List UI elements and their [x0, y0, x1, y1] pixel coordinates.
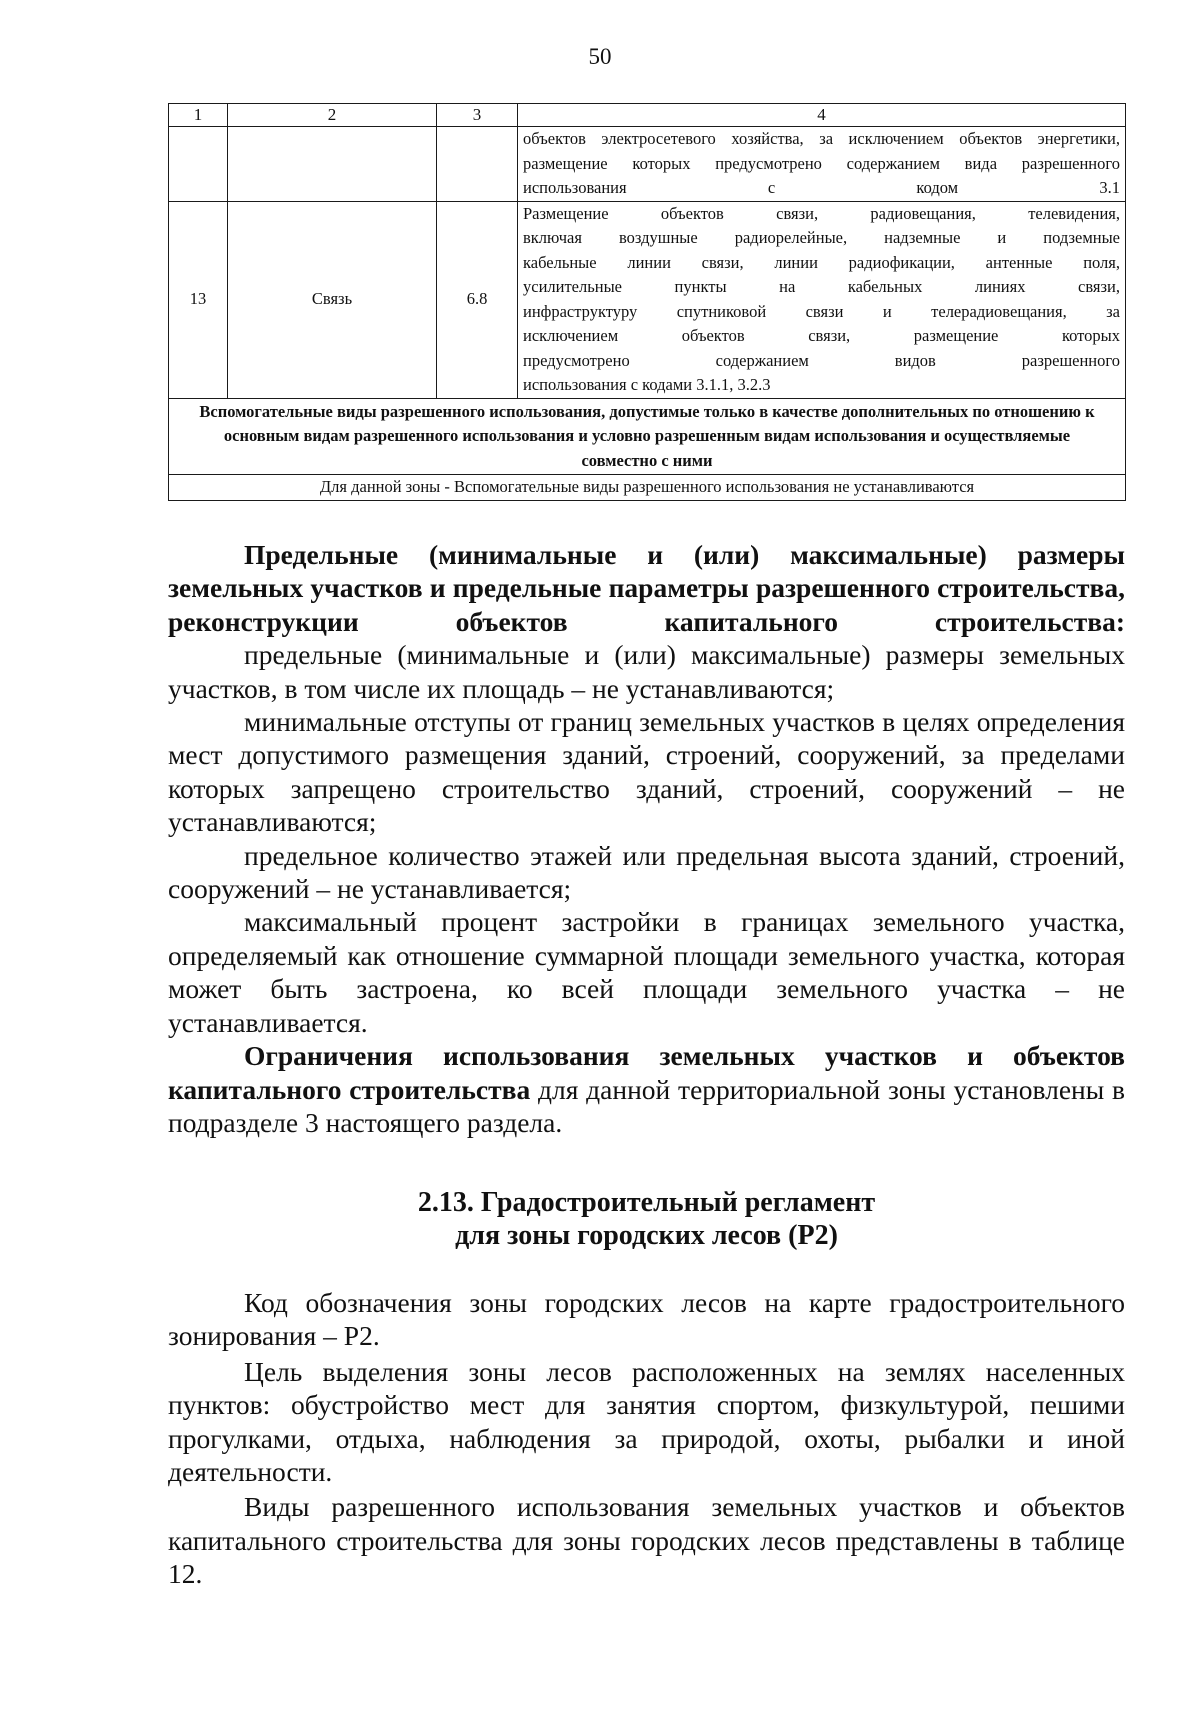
row-13-desc-line: исключением объектов связи, размещение которых [523, 326, 1120, 345]
aux-uses-title-row [169, 398, 1126, 475]
aux-uses-title: Вспомогательные виды разрешенного использования, допустимые только в качестве дополнительных по отношению к основным видам разрешенного использования и условно разрешенным видам использования и осуществляемые совместно с ними [169, 398, 1126, 475]
section-body [168, 1286, 1125, 1591]
section-title-line-1: 2.13. Градостроительный регламент [417, 1187, 876, 1218]
limits-heading: Предельные (минимальные и (или) максимальные) размеры земельных участков и предельные параметры разрешенного строительства, реконструкции объектов капитального строительства: [168, 539, 1125, 637]
row-13-desc-line: кабельные линии связи, линии радиофикации, антенные поля, [523, 252, 1120, 272]
row-13-code: 6.8 [437, 201, 518, 398]
table-row-continuation [169, 127, 1126, 202]
section-title-line-2: для зоны городских лесов (Р2) [455, 1220, 838, 1251]
page-number: 50 [588, 44, 612, 69]
row-cont-num [169, 127, 228, 202]
aux-uses-note: Для данной зоны - Вспомогательные виды разрешенного использования не устанавливаются [169, 475, 1126, 501]
limits-item: предельные (минимальные и (или) максимальные) размеры земельных участков, в том числе их площадь – не устанавливаются; [168, 639, 1125, 704]
row-13-desc-line: Размещение объектов связи, радиовещания, телевидения, [523, 203, 1120, 223]
row-13-desc-line: инфраструктуру спутниковой связи и телерадиовещания, за [523, 301, 1120, 321]
aux-uses-note-row [169, 475, 1126, 501]
row-cont-description: объектов электросетевого хозяйства, за исключением объектов энергетики, размещение которых предусмотрено содержанием вида разрешенного использования с кодом 3.1 [518, 127, 1126, 202]
limits-section [168, 538, 1125, 1139]
header-cell-2: 2 [228, 104, 437, 127]
section-title-block [168, 1186, 1125, 1252]
row-13-desc-line: усилительные пункты на кабельных линиях связи, [523, 277, 1120, 296]
restrictions-paragraph [168, 1039, 1125, 1139]
row-13-description [518, 201, 1126, 398]
row-13-desc-line: предусмотрено содержанием видов разрешенного [523, 350, 1120, 370]
section-paragraph: Код обозначения зоны городских лесов на карте градостроительного зонирования – Р2. [168, 1287, 1125, 1352]
row-cont-code [437, 127, 518, 202]
row-cont-name [228, 127, 437, 202]
limits-item: предельное количество этажей или предельная высота зданий, строений, сооружений – не устанавливается; [168, 839, 1125, 905]
header-cell-4: 4 [518, 104, 1126, 127]
row-13-desc-line: включая воздушные радиорелейные, надземные и подземные [523, 228, 1120, 247]
header-cell-3: 3 [437, 104, 518, 127]
header-cell-1: 1 [169, 104, 228, 127]
restrictions-rest: для данной территориальной зоны установлены в подразделе 3 настоящего раздела. [168, 1073, 1125, 1138]
row-13-num: 13 [169, 201, 228, 398]
row-13-desc-line: использования с кодами 3.1.1, 3.2.3 [523, 375, 771, 394]
permitted-use-table [168, 103, 1126, 501]
table-row-13 [169, 201, 1126, 398]
row-13-name: Связь [228, 201, 437, 398]
restrictions-bold: Ограничения использования земельных участков и объектов капитального строительства [168, 1040, 1125, 1105]
section-paragraph: Виды разрешенного использования земельных участков и объектов капитального строительства для зоны городских лесов представлены в таблице 12. [168, 1491, 1125, 1590]
table-header-row [169, 104, 1126, 127]
limits-item: минимальные отступы от границ земельных участков в целях определения мест допустимого размещения зданий, строений, сооружений, за пределами которых запрещено строительство зданий, строений, сооружений – не устанавливаются; [168, 706, 1125, 838]
limits-item: максимальный процент застройки в границах земельного участка, определяемый как отношение суммарной площади земельного участка, которая может быть застроена, ко всей площади земельного участка – не устанавливается. [168, 906, 1125, 1038]
section-paragraph: Цель выделения зоны лесов расположенных на землях населенных пунктов: обустройство мест для занятия спортом, физкультурой, пешими прогулками, отдыха, наблюдения за природой, охоты, рыбалки и иной деятельности. [168, 1355, 1125, 1488]
